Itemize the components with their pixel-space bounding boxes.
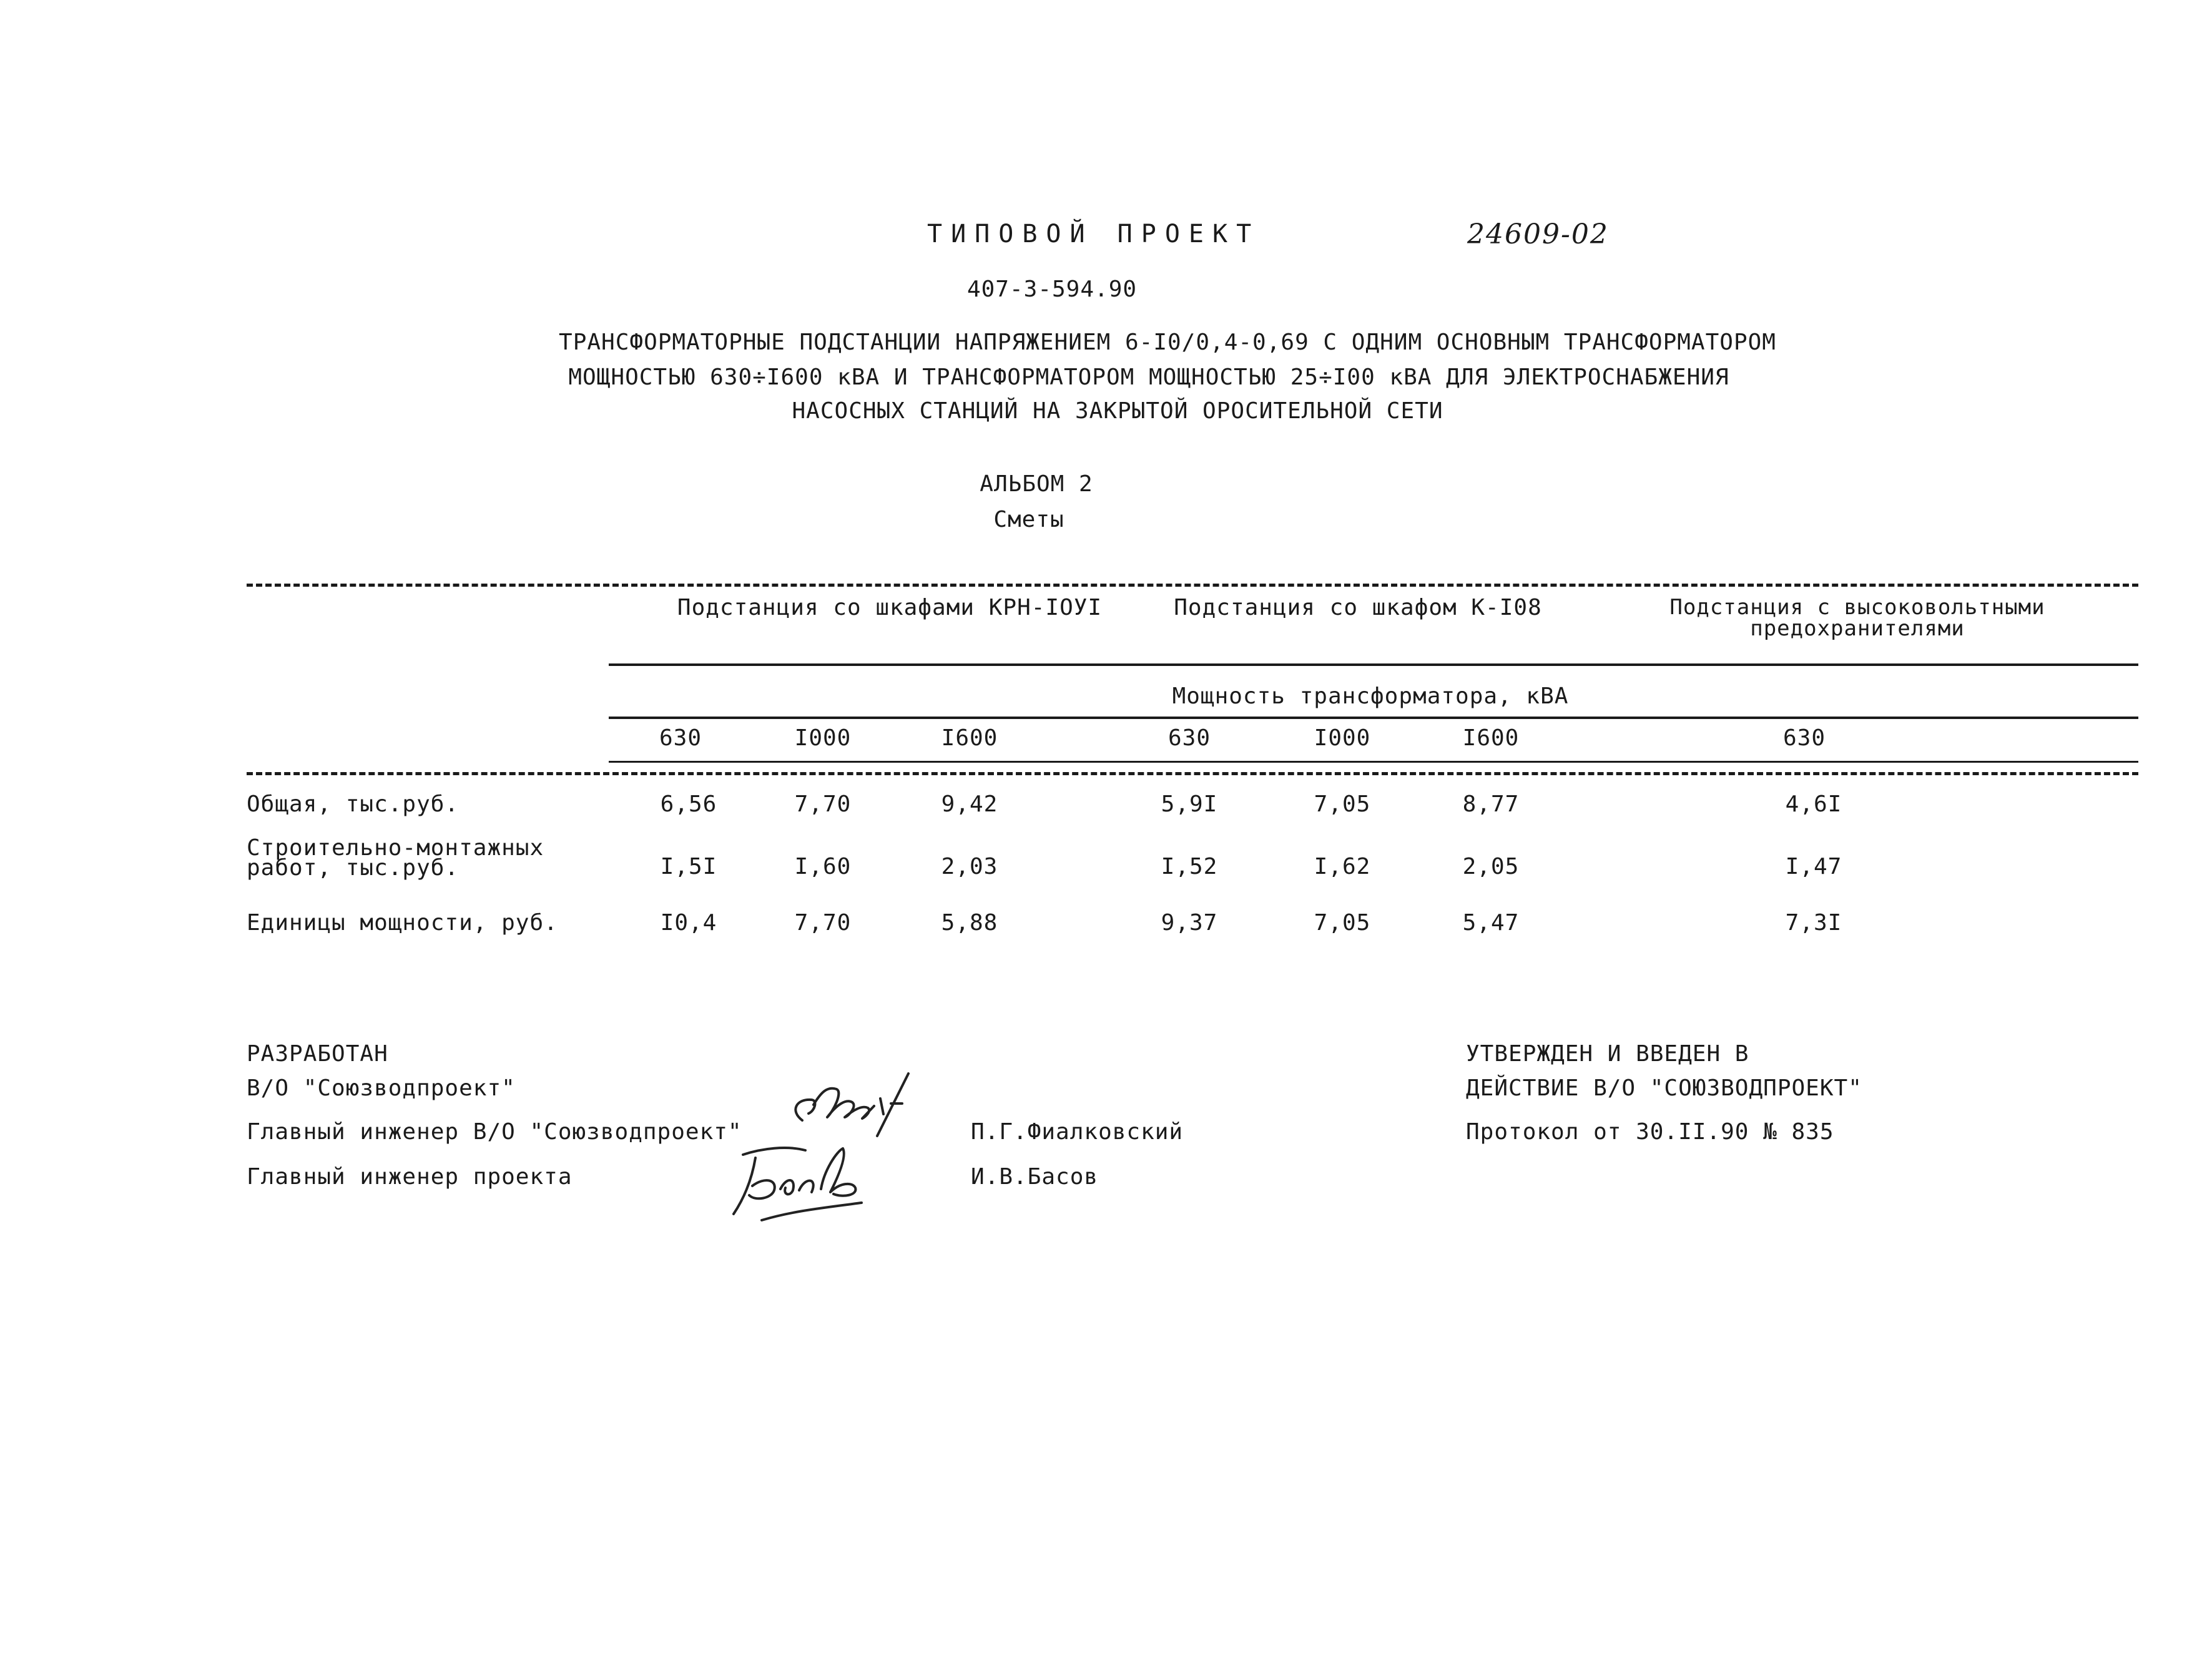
developed-label: РАЗРАБОТАН	[247, 1041, 388, 1067]
chief-engineer-project-label: Главный инженер проекта	[247, 1164, 573, 1190]
table-cell: 9,37	[1161, 910, 1218, 936]
column-header-1600-a: I600	[941, 725, 998, 751]
project-description-line-1: ТРАНСФОРМАТОРНЫЕ ПОДСТАНЦИИ НАПРЯЖЕНИЕМ 6-I0/0,4-0,69 С ОДНИМ ОСНОВНЫМ ТРАНСФОРМАТОРОМ	[559, 330, 1776, 355]
chief-engineer-project-name: И.В.Басов	[971, 1164, 1099, 1190]
table-cell: 9,42	[941, 791, 998, 817]
album-number: АЛЬБОМ 2	[980, 471, 1093, 497]
table-cell: 7,05	[1314, 910, 1371, 936]
group-header-hv-fuses-line-1: Подстанция с высоковольтными	[1669, 595, 2045, 620]
table-cell: 2,03	[941, 854, 998, 879]
signature-basov	[718, 1133, 893, 1226]
column-header-1000-b: I000	[1314, 725, 1371, 751]
table-top-border	[247, 584, 2138, 587]
document-type-title: ТИПОВОЙ ПРОЕКТ	[927, 220, 1261, 248]
table-cell: 5,9I	[1161, 791, 1218, 817]
table-cell: 7,05	[1314, 791, 1371, 817]
column-header-630-a: 630	[659, 725, 702, 751]
power-header: Мощность трансформатора, кВА	[1172, 683, 1569, 709]
document-number: 24609-02	[1467, 218, 1609, 250]
group-header-krn: Подстанция со шкафами КРН-IOУI	[677, 595, 1103, 620]
column-header-630-b: 630	[1167, 725, 1211, 751]
power-header-rule	[609, 717, 2138, 719]
table-cell: I0,4	[660, 910, 717, 936]
table-header-bottom-border	[247, 772, 2138, 775]
column-header-630-c: 630	[1782, 725, 1826, 751]
table-cell: 6,56	[660, 791, 717, 817]
column-header-rule	[609, 761, 2138, 763]
table-cell: 5,47	[1462, 910, 1520, 936]
approved-line-2: ДЕЙСТВИЕ В/О "СОЮЗВОДПРОЕКТ"	[1466, 1075, 1862, 1101]
table-cell: 2,05	[1462, 854, 1520, 879]
chief-engineer-org-name: П.Г.Фиалковский	[971, 1119, 1184, 1145]
table-cell: I,62	[1314, 854, 1371, 879]
row-label-total: Общая, тыс.руб.	[247, 791, 460, 817]
developed-org: В/О "Союзводпроект"	[247, 1075, 516, 1101]
row-label-unit-power: Единицы мощности, руб.	[247, 910, 558, 936]
group-header-k108: Подстанция со шкафом К-I08	[1174, 595, 1542, 620]
table-cell: 5,88	[941, 910, 998, 936]
chief-engineer-org-label: Главный инженер В/О "Союзводпроект"	[247, 1119, 742, 1145]
row-label-construction-line-1: Строительно-монтажных	[247, 835, 544, 861]
group-header-rule	[609, 663, 2138, 666]
project-description-line-2: МОЩНОСТЬЮ 630÷I600 кВА И ТРАНСФОРМАТОРОМ МОЩНОСТЬЮ 25÷I00 кВА ДЛЯ ЭЛЕКТРОСНАБЖЕНИЯ	[568, 365, 1729, 390]
table-cell: 7,70	[794, 910, 852, 936]
table-cell: 4,6I	[1785, 791, 1842, 817]
album-subtitle: Сметы	[993, 507, 1064, 532]
table-cell: 8,77	[1462, 791, 1520, 817]
approved-line-1: УТВЕРЖДЕН И ВВЕДЕН В	[1466, 1041, 1749, 1067]
table-cell: I,47	[1785, 854, 1842, 879]
approval-protocol: Протокол от 30.II.90 № 835	[1466, 1119, 1834, 1145]
column-header-1000-a: I000	[794, 725, 852, 751]
table-cell: 7,3I	[1785, 910, 1842, 936]
project-description-line-3: НАСОСНЫХ СТАНЦИЙ НА ЗАКРЫТОЙ ОРОСИТЕЛЬНОЙ СЕТИ	[792, 398, 1443, 424]
project-code: 407-3-594.90	[966, 276, 1138, 302]
table-cell: 7,70	[794, 791, 852, 817]
table-cell: I,60	[794, 854, 852, 879]
table-cell: I,5I	[660, 854, 717, 879]
group-header-hv-fuses-line-2: предохранителями	[1750, 616, 1965, 641]
column-header-1600-b: I600	[1462, 725, 1520, 751]
table-cell: I,52	[1161, 854, 1218, 879]
row-label-construction-line-2: работ, тыс.руб.	[247, 855, 460, 881]
